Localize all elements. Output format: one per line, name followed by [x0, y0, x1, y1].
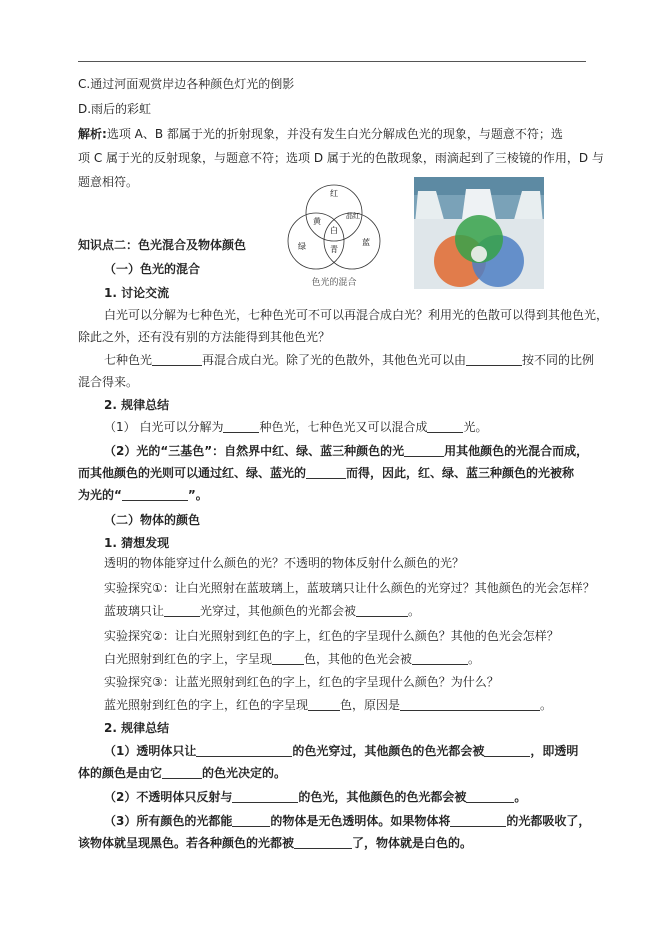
section1-p1: 白光可以分解为七种色光，七种色光可不可以再混合成白光？利用光的色散可以得到其他色光， [104, 308, 609, 322]
section1-p2: 七种色光 再混合成白光。除了光的色散外，其他色光可以由 按不同的比例 [104, 353, 595, 367]
section1-heading-1: 1. 讨论交流 [104, 286, 170, 300]
blank-input[interactable] [232, 790, 298, 803]
analysis-line-2: 项 C 属于光的反射现象，与题意不符；选项 D 属于光的色散现象，雨滴起到了三棱镜的作用，D 与 [78, 151, 604, 165]
blank-input[interactable] [308, 698, 340, 711]
question: 透明的物体能穿过什么颜色的光？不透明的物体反射什么颜色的光？ [104, 556, 465, 570]
blank-input[interactable] [162, 766, 202, 779]
colored-lights-photo [414, 177, 544, 289]
section2-heading-2: 2. 规律总结 [104, 721, 170, 735]
blank-input[interactable] [223, 420, 259, 433]
label-red: 红 [330, 189, 338, 198]
section1-p1b: 除此之外，还有没有别的方法能得到其他色光？ [78, 330, 331, 344]
section1-heading-2: 2. 规律总结 [104, 398, 170, 412]
blank-input[interactable] [404, 444, 444, 457]
section1-title: （一）色光的混合 [104, 262, 201, 276]
analysis-line-1: 解析:选项 A、B 都属于光的折射现象，并没有发生白光分解成色光的现象，与题意不符；选 [78, 127, 563, 141]
summary-3-cont: 该物体就呈现黑色。若各种颜色的光都被 了，物体就是白色的。 [78, 836, 473, 850]
summary-2: （2）不透明体只反射与 的色光，其他颜色的色光都会被 。 [104, 790, 527, 804]
rule-1: （1） 白光可以分解为 种色光，七种色光又可以混合成 光。 [104, 420, 488, 434]
section2-heading-1: 1. 猜想发现 [104, 536, 170, 550]
label-blue: 蓝 [362, 238, 370, 247]
analysis-line-3: 题意相符。 [78, 175, 139, 189]
blank-input[interactable] [400, 698, 540, 711]
blank-input[interactable] [450, 814, 506, 827]
blank-input[interactable] [306, 466, 346, 479]
option-d: D.雨后的彩虹 [78, 102, 152, 116]
blank-input[interactable] [412, 652, 468, 665]
blank-input[interactable] [232, 814, 270, 827]
experiment-3-answer: 蓝光照射到红色的字上，红色的字呈现 色，原因是 。 [104, 698, 553, 712]
summary-1-cont: 体的颜色是由它 的色光决定的。 [78, 766, 287, 780]
section1-p2d: 混合得来。 [78, 375, 139, 389]
label-green: 绿 [298, 242, 306, 251]
blank-input[interactable] [466, 353, 522, 366]
option-c: C.通过河面观赏岸边各种颜色灯光的倒影 [78, 77, 295, 91]
header-rule [78, 61, 586, 62]
rule-2-end: 为光的“ ”。 [78, 488, 208, 502]
blank-input[interactable] [294, 836, 352, 849]
blank-input[interactable] [272, 652, 304, 665]
figure-caption: 色光的混合 [311, 278, 357, 288]
blank-input[interactable] [152, 353, 202, 366]
label-cyan: 青 [330, 245, 338, 254]
blank-input[interactable] [356, 604, 408, 617]
label-yellow: 黄 [313, 217, 321, 226]
blank-input[interactable] [427, 420, 463, 433]
label-white: 白 [330, 226, 338, 235]
experiment-1: 实验探究①：让白光照射在蓝玻璃上，蓝玻璃只让什么颜色的光穿过？其他颜色的光会怎样？ [104, 581, 595, 595]
blank-input[interactable] [196, 744, 292, 757]
label-magenta: 品红 [346, 212, 360, 220]
rule-2: （2）光的“三基色”：自然界中红、绿、蓝三种颜色的光 用其他颜色的光混合而成， [104, 444, 589, 458]
experiment-1-answer: 蓝玻璃只让 光穿过，其他颜色的光都会被 。 [104, 604, 421, 618]
color-mixing-diagram [276, 177, 394, 289]
summary-3: （3）所有颜色的光都能 的物体是无色透明体。如果物体将 的光都吸收了， [104, 814, 591, 828]
blank-input[interactable] [484, 744, 530, 757]
rule-2-cont: 而其他颜色的光则可以通过红、绿、蓝光的 而得，因此，红、绿、蓝三种颜色的光被称 [78, 466, 575, 480]
summary-1: （1）透明体只让 的色光穿过，其他颜色的色光都会被 ，即透明 [104, 744, 579, 758]
blank-input[interactable] [164, 604, 200, 617]
experiment-3: 实验探究③：让蓝光照射到红色的字上，红色的字呈现什么颜色？为什么？ [104, 675, 499, 689]
section2-title: （二）物体的颜色 [104, 513, 201, 527]
blank-input[interactable] [466, 790, 514, 803]
analysis-label: 解析: [78, 127, 107, 141]
experiment-2: 实验探究②：让白光照射到红色的字上，红色的字呈现什么颜色？其他的色光会怎样？ [104, 629, 559, 643]
knowledge-point-title: 知识点二：色光混合及物体颜色 [78, 238, 247, 252]
blank-input[interactable] [122, 488, 188, 501]
experiment-2-answer: 白光照射到红色的字上，字呈现 色，其他的色光会被 。 [104, 652, 481, 666]
